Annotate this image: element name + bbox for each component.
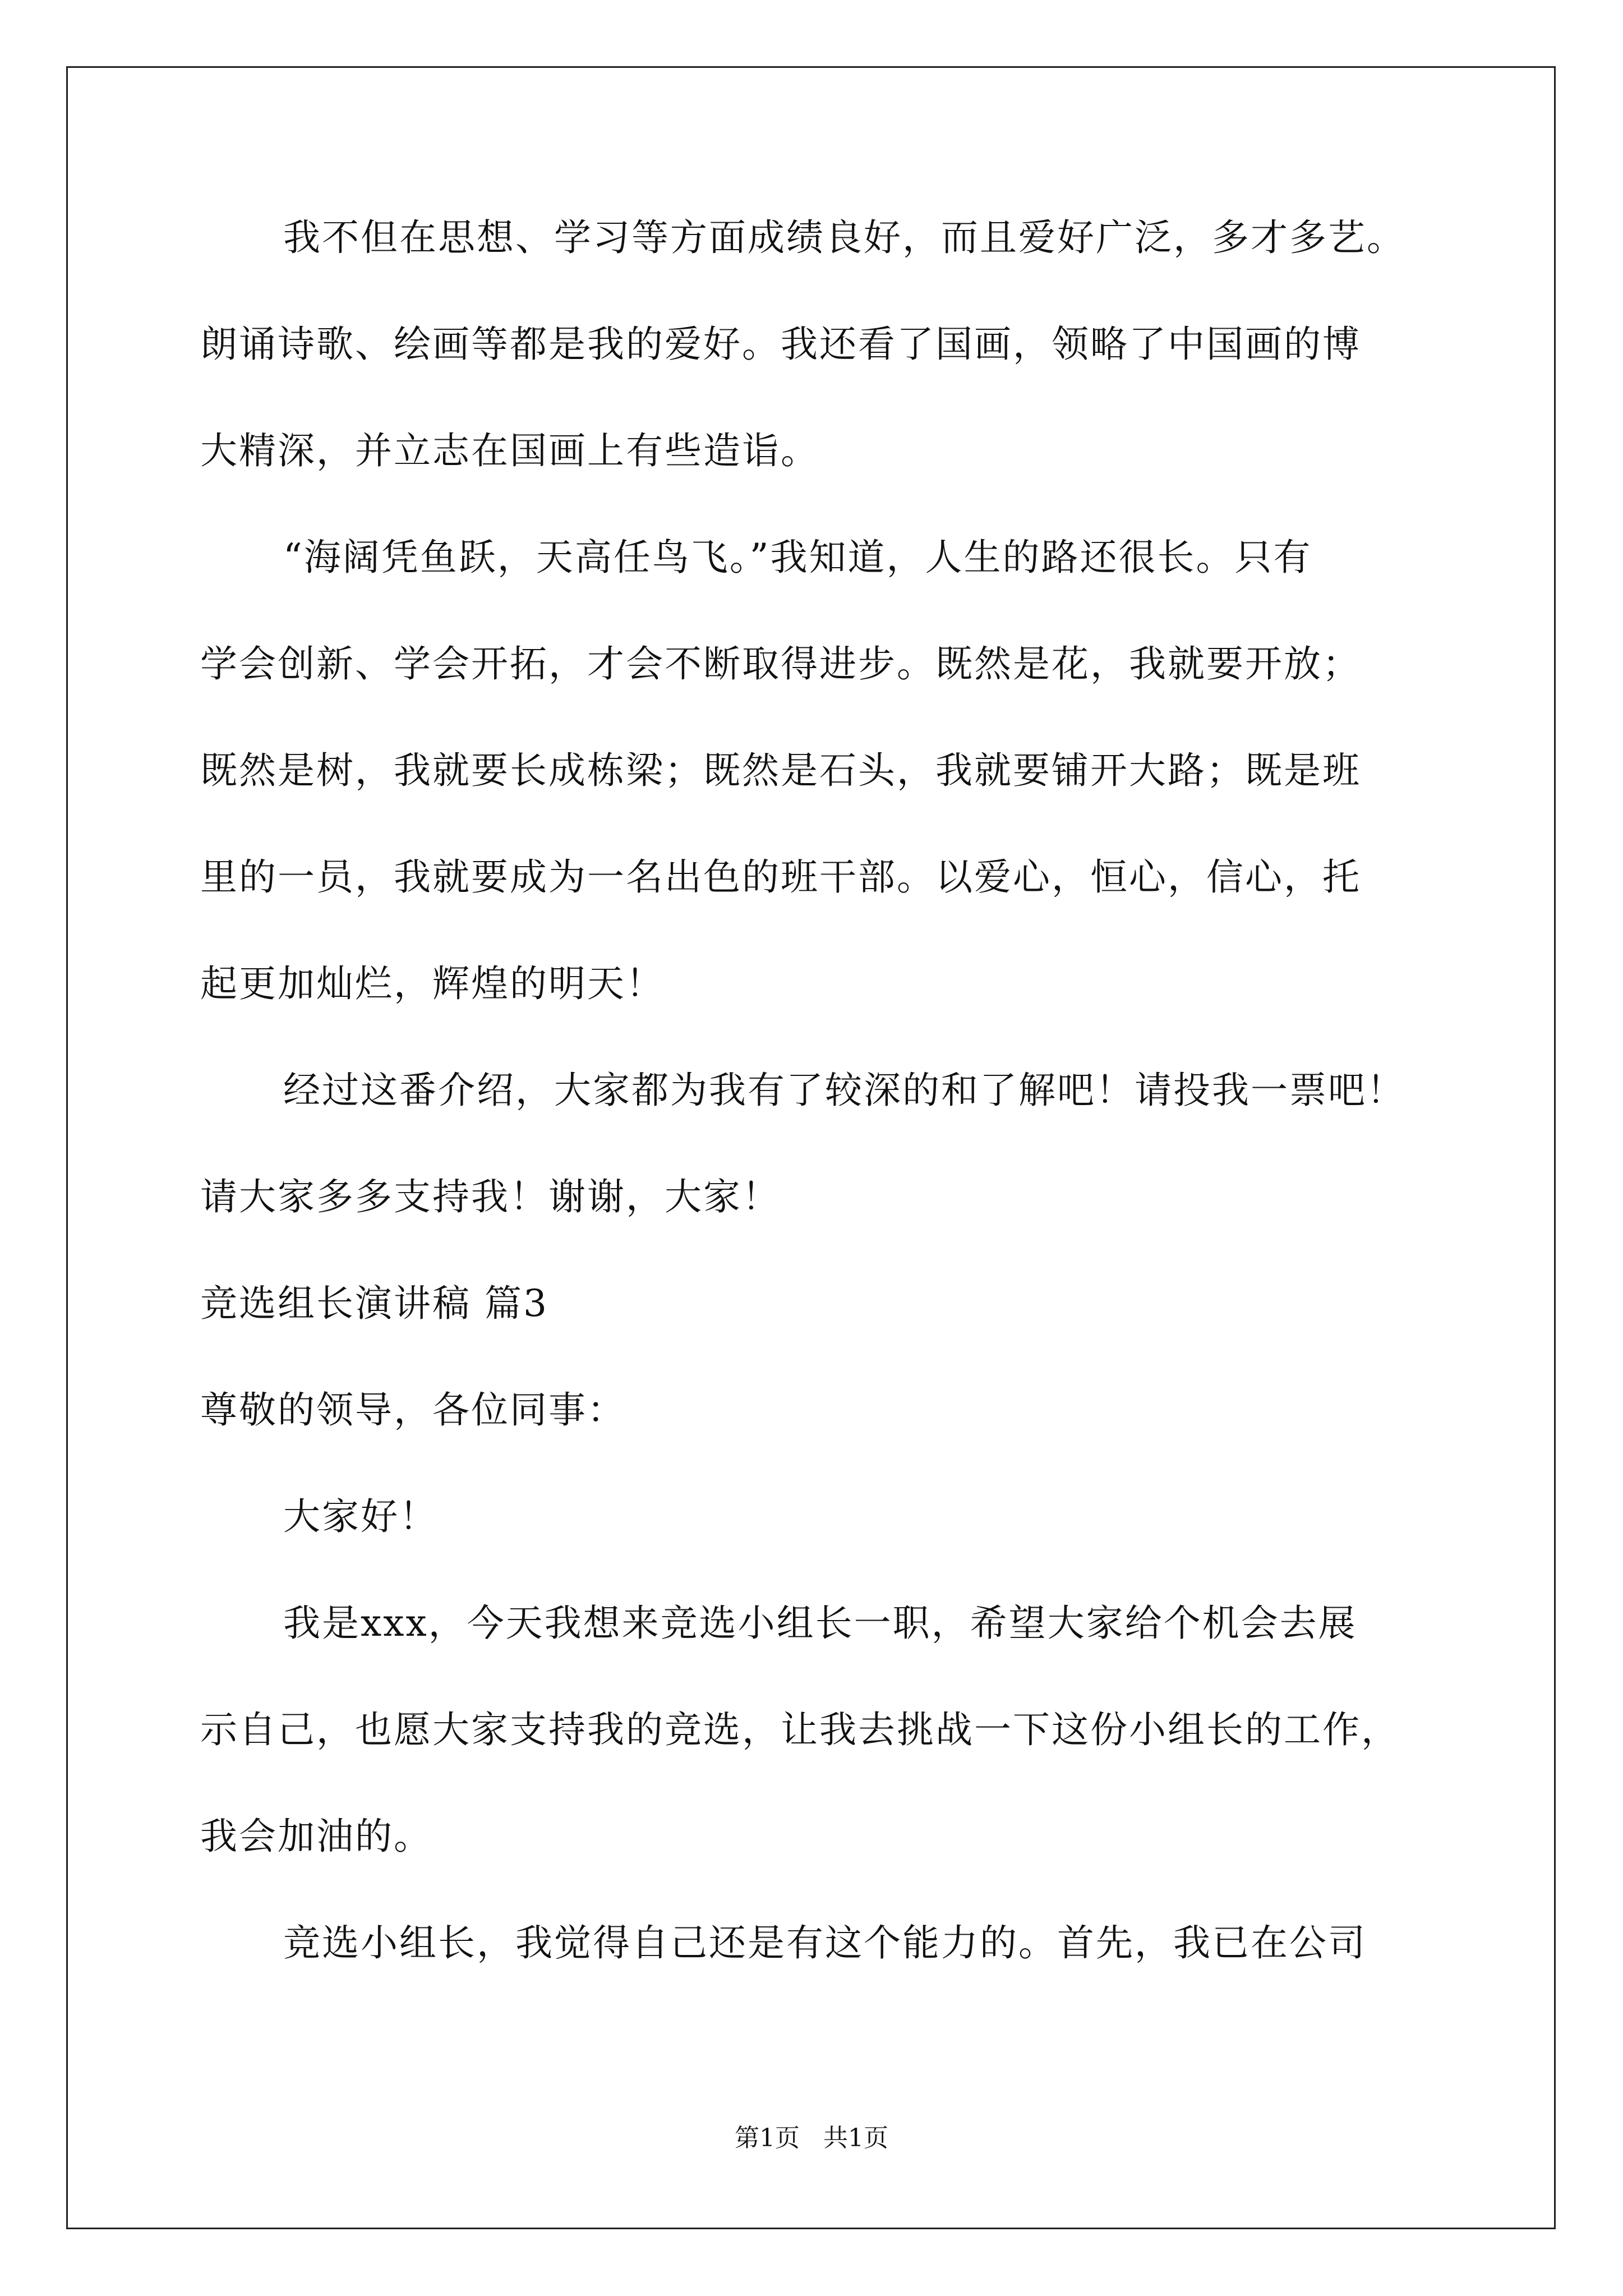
paragraph-line: “海阔凭鱼跃，天高任鸟飞。”我知道，人生的路还很长。只有	[283, 536, 1312, 579]
paragraph-line: 里的一员，我就要成为一名出色的班干部。以爱心，恒心，信心，托	[200, 855, 1361, 899]
page-border	[66, 66, 1556, 2229]
paragraph-line: 经过这番介绍，大家都为我有了较深的和了解吧！请投我一票吧！	[283, 1069, 1405, 1112]
paragraph-line: 大精深，并立志在国画上有些造诣。	[200, 429, 819, 472]
paragraph-line: 起更加灿烂，辉煌的明天！	[200, 962, 665, 1005]
paragraph-line: 学会创新、学会开拓，才会不断取得进步。既然是花，我就要开放；	[200, 642, 1361, 685]
paragraph-line: 我不但在思想、学习等方面成绩良好，而且爱好广泛，多才多艺。	[283, 216, 1405, 259]
paragraph-line: 朗诵诗歌、绘画等都是我的爱好。我还看了国画，领略了中国画的博	[200, 323, 1361, 366]
page-number-footer: 第1页 共1页	[735, 2124, 888, 2152]
paragraph-line: 请大家多多支持我！谢谢，大家！	[200, 1175, 781, 1218]
paragraph-line: 示自己，也愿大家支持我的竞选，让我去挑战一下这份小组长的工作，	[200, 1708, 1400, 1751]
section-heading: 竞选组长演讲稿 篇3	[200, 1282, 548, 1325]
paragraph-line: 既然是树，我就要长成栋梁；既然是石头，我就要铺开大路；既是班	[200, 749, 1361, 792]
paragraph-line: 竞选小组长，我觉得自己还是有这个能力的。首先，我已在公司	[283, 1921, 1367, 1964]
paragraph-line: 我是xxx，今天我想来竞选小组长一职，希望大家给个机会去展	[283, 1602, 1357, 1645]
salutation: 尊敬的领导，各位同事：	[200, 1388, 626, 1432]
paragraph-line: 我会加油的。	[200, 1815, 432, 1858]
greeting: 大家好！	[283, 1495, 438, 1538]
